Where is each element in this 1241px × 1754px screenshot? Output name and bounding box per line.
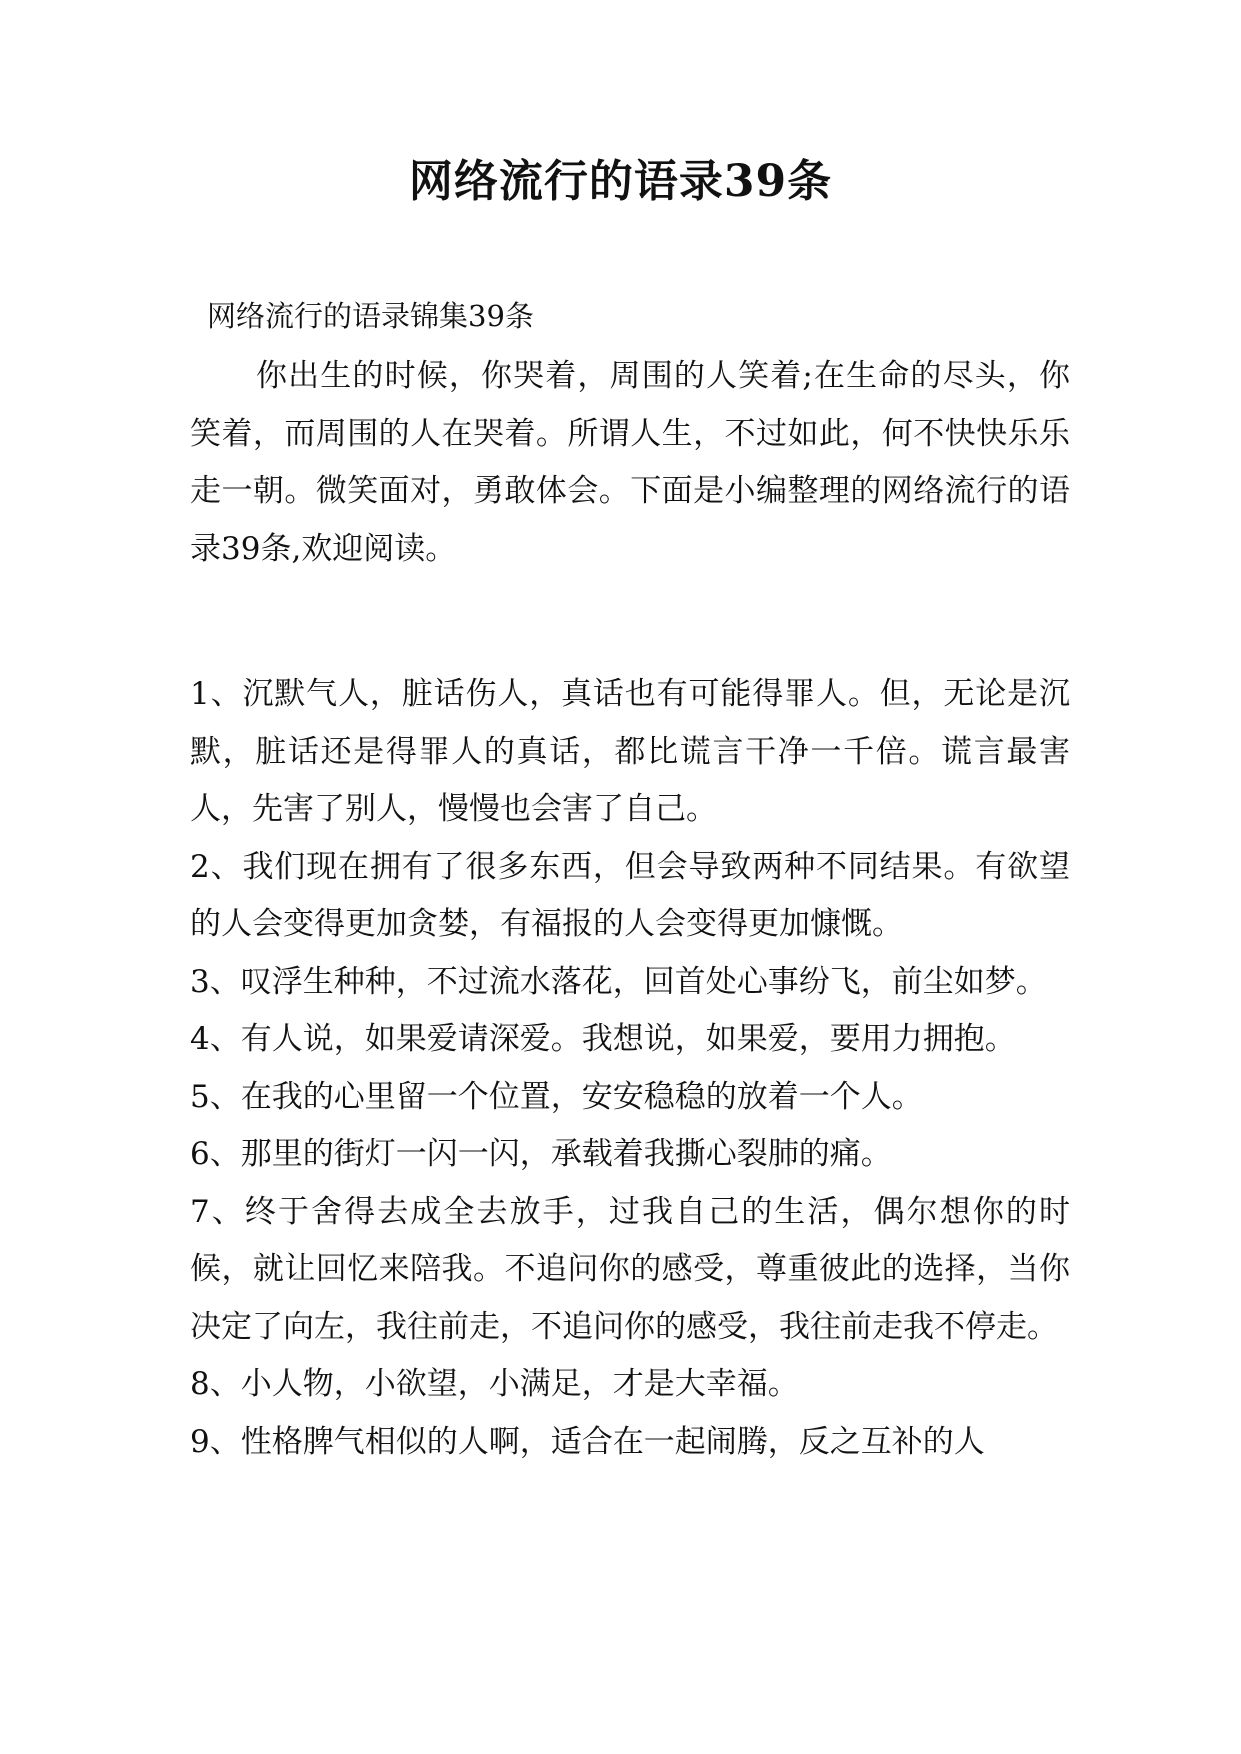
list-item: 7、终于舍得去成全去放手，过我自己的生活，偶尔想你的时候，就让回忆来陪我。不追问你的感受，尊重彼此的选择，当你决定了向左，我往前走，不追问你的感受，我往前走我不停走。 xyxy=(190,1193,1070,1345)
intro-paragraph: 你出生的时候，你哭着，周围的人笑着;在生命的尽头，你笑着，而周围的人在哭着。所谓人生，不过如此，何不快快乐乐走一朝。微笑面对，勇敢体会。下面是小编整理的网络流行的语录39条,欢迎阅读。 xyxy=(190,358,1070,567)
list-item: 6、那里的街灯一闪一闪，承载着我撕心裂肺的痛。 xyxy=(190,1136,892,1172)
list-item: 9、性格脾气相似的人啊，适合在一起闹腾，反之互补的人 xyxy=(190,1423,985,1460)
document-subtitle: 网络流行的语录锦集39条 xyxy=(207,299,534,333)
document-title: 网络流行的语录39条 xyxy=(408,156,833,207)
document-body xyxy=(190,348,1070,1471)
paragraph-spacer xyxy=(190,578,1070,666)
list-item: 2、我们现在拥有了很多东西，但会导致两种不同结果。有欲望的人会变得更加贪婪，有福报的人会变得更加慷慨。 xyxy=(190,848,1070,942)
list-item: 8、小人物，小欲望，小满足，才是大幸福。 xyxy=(190,1366,799,1402)
list-item: 1、沉默气人，脏话伤人，真话也有可能得罪人。但，无论是沉默，脏话还是得罪人的真话，都比谎言干净一千倍。谎言最害人，先害了别人，慢慢也会害了自己。 xyxy=(190,676,1070,827)
list-item: 5、在我的心里留一个位置，安安稳稳的放着一个人。 xyxy=(190,1078,923,1115)
list-item: 3、叹浮生种种，不过流水落花，回首处心事纷飞，前尘如梦。 xyxy=(190,963,1047,1000)
list-item: 4、有人说，如果爱请深爱。我想说，如果爱，要用力拥抱。 xyxy=(190,1021,1016,1057)
